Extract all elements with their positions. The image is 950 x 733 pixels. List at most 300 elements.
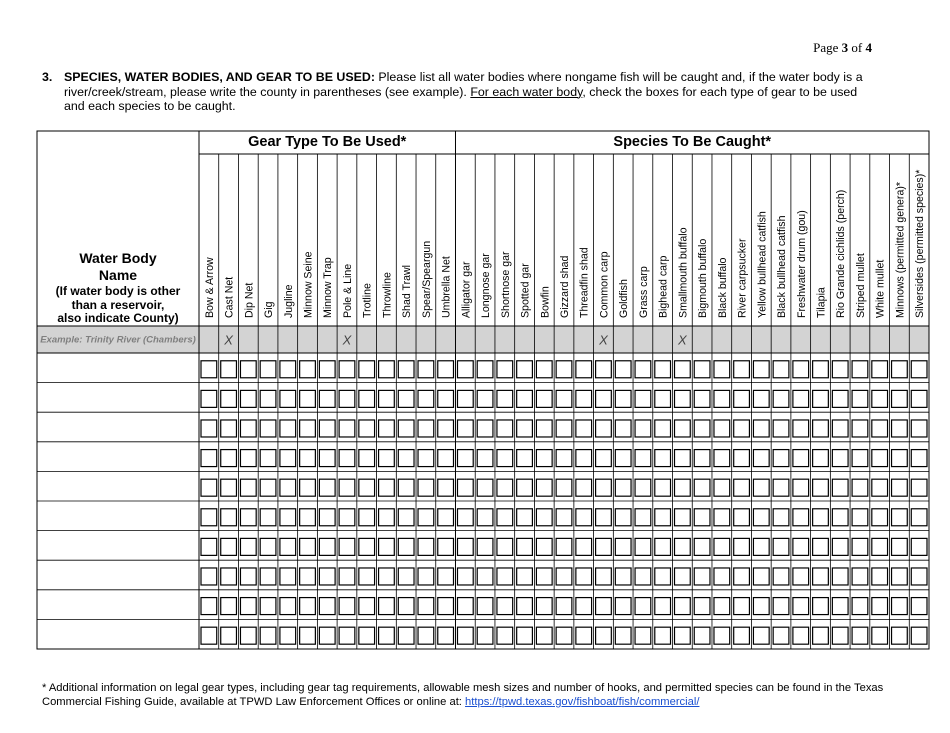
checkbox[interactable]: [655, 509, 671, 526]
checkbox[interactable]: [201, 420, 217, 437]
checkbox[interactable]: [635, 538, 651, 555]
checkbox[interactable]: [675, 450, 691, 467]
checkbox[interactable]: [852, 568, 868, 585]
checkbox[interactable]: [379, 598, 395, 615]
checkbox[interactable]: [240, 450, 256, 467]
checkbox[interactable]: [675, 420, 691, 437]
checkbox[interactable]: [201, 568, 217, 585]
checkbox[interactable]: [438, 568, 454, 585]
checkbox[interactable]: [221, 598, 237, 615]
checkbox[interactable]: [813, 627, 829, 644]
checkbox[interactable]: [398, 361, 414, 378]
checkbox[interactable]: [477, 538, 493, 555]
checkbox[interactable]: [438, 479, 454, 496]
checkbox[interactable]: [694, 568, 710, 585]
checkbox[interactable]: [477, 479, 493, 496]
checkbox[interactable]: [201, 450, 217, 467]
checkbox[interactable]: [517, 598, 533, 615]
checkbox[interactable]: [536, 361, 552, 378]
checkbox[interactable]: [497, 598, 513, 615]
checkbox[interactable]: [517, 509, 533, 526]
checkbox[interactable]: [813, 509, 829, 526]
checkbox[interactable]: [813, 450, 829, 467]
checkbox[interactable]: [359, 627, 375, 644]
checkbox[interactable]: [240, 509, 256, 526]
checkbox[interactable]: [359, 390, 375, 407]
checkbox[interactable]: [793, 627, 809, 644]
checkbox[interactable]: [793, 568, 809, 585]
checkbox[interactable]: [260, 598, 276, 615]
checkbox[interactable]: [438, 509, 454, 526]
checkbox[interactable]: [911, 390, 927, 407]
checkbox[interactable]: [615, 538, 631, 555]
checkbox[interactable]: [615, 568, 631, 585]
checkbox[interactable]: [911, 479, 927, 496]
checkbox[interactable]: [615, 479, 631, 496]
checkbox[interactable]: [497, 420, 513, 437]
checkbox[interactable]: [280, 450, 296, 467]
checkbox[interactable]: [734, 568, 750, 585]
checkbox[interactable]: [280, 598, 296, 615]
checkbox[interactable]: [319, 598, 335, 615]
checkbox[interactable]: [892, 598, 908, 615]
checkbox[interactable]: [892, 361, 908, 378]
checkbox[interactable]: [379, 390, 395, 407]
checkbox[interactable]: [240, 627, 256, 644]
checkbox[interactable]: [655, 538, 671, 555]
checkbox[interactable]: [379, 568, 395, 585]
checkbox[interactable]: [832, 361, 848, 378]
checkbox[interactable]: [536, 598, 552, 615]
checkbox[interactable]: [319, 509, 335, 526]
checkbox[interactable]: [300, 361, 316, 378]
checkbox[interactable]: [280, 538, 296, 555]
checkbox[interactable]: [221, 479, 237, 496]
checkbox[interactable]: [477, 450, 493, 467]
checkbox[interactable]: [635, 479, 651, 496]
checkbox[interactable]: [753, 509, 769, 526]
checkbox[interactable]: [398, 390, 414, 407]
checkbox[interactable]: [675, 509, 691, 526]
checkbox[interactable]: [832, 420, 848, 437]
checkbox[interactable]: [892, 479, 908, 496]
checkbox[interactable]: [635, 450, 651, 467]
checkbox[interactable]: [576, 627, 592, 644]
checkbox[interactable]: [852, 361, 868, 378]
checkbox[interactable]: [773, 538, 789, 555]
checkbox[interactable]: [911, 598, 927, 615]
checkbox[interactable]: [240, 598, 256, 615]
checkbox[interactable]: [221, 509, 237, 526]
checkbox[interactable]: [536, 390, 552, 407]
checkbox[interactable]: [457, 479, 473, 496]
checkbox[interactable]: [576, 568, 592, 585]
checkbox[interactable]: [832, 598, 848, 615]
checkbox[interactable]: [773, 598, 789, 615]
checkbox[interactable]: [398, 450, 414, 467]
checkbox[interactable]: [675, 627, 691, 644]
checkbox[interactable]: [655, 390, 671, 407]
checkbox[interactable]: [694, 627, 710, 644]
checkbox[interactable]: [536, 479, 552, 496]
checkbox[interactable]: [457, 568, 473, 585]
checkbox[interactable]: [556, 568, 572, 585]
checkbox[interactable]: [457, 420, 473, 437]
checkbox[interactable]: [398, 479, 414, 496]
checkbox[interactable]: [753, 627, 769, 644]
checkbox[interactable]: [300, 627, 316, 644]
checkbox[interactable]: [477, 361, 493, 378]
checkbox[interactable]: [635, 361, 651, 378]
checkbox[interactable]: [517, 361, 533, 378]
checkbox[interactable]: [694, 509, 710, 526]
checkbox[interactable]: [655, 568, 671, 585]
checkbox[interactable]: [497, 538, 513, 555]
checkbox[interactable]: [438, 538, 454, 555]
checkbox[interactable]: [359, 538, 375, 555]
checkbox[interactable]: [398, 420, 414, 437]
checkbox[interactable]: [497, 361, 513, 378]
checkbox[interactable]: [359, 598, 375, 615]
checkbox[interactable]: [260, 479, 276, 496]
checkbox[interactable]: [398, 509, 414, 526]
checkbox[interactable]: [892, 420, 908, 437]
checkbox[interactable]: [457, 509, 473, 526]
checkbox[interactable]: [418, 568, 434, 585]
checkbox[interactable]: [753, 390, 769, 407]
checkbox[interactable]: [813, 568, 829, 585]
checkbox[interactable]: [615, 450, 631, 467]
checkbox[interactable]: [457, 450, 473, 467]
checkbox[interactable]: [734, 479, 750, 496]
checkbox[interactable]: [438, 598, 454, 615]
checkbox[interactable]: [793, 420, 809, 437]
checkbox[interactable]: [497, 450, 513, 467]
checkbox[interactable]: [300, 538, 316, 555]
checkbox[interactable]: [477, 420, 493, 437]
checkbox[interactable]: [576, 390, 592, 407]
checkbox[interactable]: [201, 361, 217, 378]
checkbox[interactable]: [793, 361, 809, 378]
checkbox[interactable]: [339, 598, 355, 615]
checkbox[interactable]: [536, 509, 552, 526]
checkbox[interactable]: [793, 390, 809, 407]
checkbox[interactable]: [379, 420, 395, 437]
checkbox[interactable]: [300, 450, 316, 467]
checkbox[interactable]: [911, 450, 927, 467]
checkbox[interactable]: [596, 598, 612, 615]
checkbox[interactable]: [872, 361, 888, 378]
checkbox[interactable]: [260, 568, 276, 585]
checkbox[interactable]: [260, 450, 276, 467]
checkbox[interactable]: [694, 479, 710, 496]
checkbox[interactable]: [339, 509, 355, 526]
checkbox[interactable]: [280, 509, 296, 526]
checkbox[interactable]: [596, 390, 612, 407]
checkbox[interactable]: [319, 479, 335, 496]
checkbox[interactable]: [832, 509, 848, 526]
checkbox[interactable]: [615, 509, 631, 526]
checkbox[interactable]: [300, 479, 316, 496]
checkbox[interactable]: [852, 509, 868, 526]
checkbox[interactable]: [576, 450, 592, 467]
checkbox[interactable]: [556, 361, 572, 378]
checkbox[interactable]: [438, 420, 454, 437]
checkbox[interactable]: [892, 450, 908, 467]
checkbox[interactable]: [339, 450, 355, 467]
checkbox[interactable]: [655, 627, 671, 644]
checkbox[interactable]: [576, 420, 592, 437]
checkbox[interactable]: [477, 598, 493, 615]
checkbox[interactable]: [359, 509, 375, 526]
checkbox[interactable]: [438, 450, 454, 467]
checkbox[interactable]: [852, 450, 868, 467]
checkbox[interactable]: [536, 420, 552, 437]
checkbox[interactable]: [872, 450, 888, 467]
checkbox[interactable]: [753, 450, 769, 467]
checkbox[interactable]: [517, 538, 533, 555]
checkbox[interactable]: [339, 479, 355, 496]
checkbox[interactable]: [734, 627, 750, 644]
checkbox[interactable]: [438, 627, 454, 644]
checkbox[interactable]: [872, 538, 888, 555]
checkbox[interactable]: [655, 420, 671, 437]
checkbox[interactable]: [596, 509, 612, 526]
checkbox[interactable]: [635, 598, 651, 615]
checkbox[interactable]: [615, 598, 631, 615]
checkbox[interactable]: [832, 538, 848, 555]
checkbox[interactable]: [497, 479, 513, 496]
checkbox[interactable]: [300, 598, 316, 615]
checkbox[interactable]: [872, 568, 888, 585]
checkbox[interactable]: [596, 479, 612, 496]
checkbox[interactable]: [556, 538, 572, 555]
checkbox[interactable]: [675, 598, 691, 615]
checkbox[interactable]: [596, 420, 612, 437]
checkbox[interactable]: [339, 538, 355, 555]
checkbox[interactable]: [300, 568, 316, 585]
checkbox[interactable]: [872, 598, 888, 615]
checkbox[interactable]: [497, 568, 513, 585]
checkbox[interactable]: [714, 568, 730, 585]
checkbox[interactable]: [714, 361, 730, 378]
checkbox[interactable]: [319, 538, 335, 555]
checkbox[interactable]: [438, 390, 454, 407]
checkbox[interactable]: [911, 509, 927, 526]
checkbox[interactable]: [536, 568, 552, 585]
checkbox[interactable]: [832, 390, 848, 407]
checkbox[interactable]: [280, 627, 296, 644]
checkbox[interactable]: [773, 420, 789, 437]
checkbox[interactable]: [635, 509, 651, 526]
checkbox[interactable]: [300, 390, 316, 407]
checkbox[interactable]: [359, 420, 375, 437]
checkbox[interactable]: [911, 420, 927, 437]
checkbox[interactable]: [892, 509, 908, 526]
checkbox[interactable]: [793, 538, 809, 555]
checkbox[interactable]: [714, 538, 730, 555]
checkbox[interactable]: [339, 390, 355, 407]
checkbox[interactable]: [872, 479, 888, 496]
checkbox[interactable]: [852, 479, 868, 496]
checkbox[interactable]: [438, 361, 454, 378]
checkbox[interactable]: [773, 450, 789, 467]
checkbox[interactable]: [319, 450, 335, 467]
checkbox[interactable]: [655, 450, 671, 467]
checkbox[interactable]: [635, 390, 651, 407]
checkbox[interactable]: [734, 390, 750, 407]
checkbox[interactable]: [477, 568, 493, 585]
checkbox[interactable]: [675, 538, 691, 555]
checkbox[interactable]: [655, 479, 671, 496]
checkbox[interactable]: [694, 390, 710, 407]
checkbox[interactable]: [832, 568, 848, 585]
checkbox[interactable]: [813, 598, 829, 615]
checkbox[interactable]: [319, 627, 335, 644]
checkbox[interactable]: [319, 361, 335, 378]
checkbox[interactable]: [457, 390, 473, 407]
checkbox[interactable]: [892, 538, 908, 555]
checkbox[interactable]: [773, 361, 789, 378]
checkbox[interactable]: [753, 598, 769, 615]
checkbox[interactable]: [694, 538, 710, 555]
checkbox[interactable]: [911, 538, 927, 555]
checkbox[interactable]: [517, 627, 533, 644]
checkbox[interactable]: [615, 390, 631, 407]
checkbox[interactable]: [339, 568, 355, 585]
checkbox[interactable]: [221, 627, 237, 644]
checkbox[interactable]: [852, 390, 868, 407]
checkbox[interactable]: [418, 598, 434, 615]
checkbox[interactable]: [418, 420, 434, 437]
checkbox[interactable]: [714, 627, 730, 644]
checkbox[interactable]: [240, 420, 256, 437]
checkbox[interactable]: [813, 390, 829, 407]
checkbox[interactable]: [398, 568, 414, 585]
checkbox[interactable]: [596, 538, 612, 555]
checkbox[interactable]: [734, 598, 750, 615]
checkbox[interactable]: [398, 598, 414, 615]
checkbox[interactable]: [832, 627, 848, 644]
checkbox[interactable]: [418, 361, 434, 378]
checkbox[interactable]: [260, 420, 276, 437]
checkbox[interactable]: [773, 390, 789, 407]
checkbox[interactable]: [852, 598, 868, 615]
checkbox[interactable]: [457, 538, 473, 555]
checkbox[interactable]: [379, 627, 395, 644]
checkbox[interactable]: [576, 538, 592, 555]
commercial-guide-link[interactable]: https://tpwd.texas.gov/fishboat/fish/commercial/: [465, 695, 700, 708]
checkbox[interactable]: [655, 598, 671, 615]
checkbox[interactable]: [773, 509, 789, 526]
checkbox[interactable]: [734, 420, 750, 437]
checkbox[interactable]: [753, 538, 769, 555]
checkbox[interactable]: [556, 627, 572, 644]
checkbox[interactable]: [398, 538, 414, 555]
checkbox[interactable]: [793, 509, 809, 526]
checkbox[interactable]: [457, 598, 473, 615]
checkbox[interactable]: [793, 598, 809, 615]
checkbox[interactable]: [418, 479, 434, 496]
checkbox[interactable]: [379, 361, 395, 378]
checkbox[interactable]: [655, 361, 671, 378]
checkbox[interactable]: [675, 568, 691, 585]
checkbox[interactable]: [260, 509, 276, 526]
checkbox[interactable]: [675, 361, 691, 378]
checkbox[interactable]: [852, 538, 868, 555]
checkbox[interactable]: [359, 450, 375, 467]
checkbox[interactable]: [497, 509, 513, 526]
checkbox[interactable]: [536, 450, 552, 467]
checkbox[interactable]: [536, 627, 552, 644]
checkbox[interactable]: [379, 479, 395, 496]
checkbox[interactable]: [714, 479, 730, 496]
checkbox[interactable]: [260, 390, 276, 407]
checkbox[interactable]: [694, 450, 710, 467]
checkbox[interactable]: [556, 390, 572, 407]
checkbox[interactable]: [734, 361, 750, 378]
checkbox[interactable]: [319, 420, 335, 437]
checkbox[interactable]: [221, 361, 237, 378]
checkbox[interactable]: [418, 390, 434, 407]
checkbox[interactable]: [615, 420, 631, 437]
checkbox[interactable]: [517, 390, 533, 407]
checkbox[interactable]: [260, 361, 276, 378]
checkbox[interactable]: [596, 627, 612, 644]
checkbox[interactable]: [556, 479, 572, 496]
checkbox[interactable]: [694, 361, 710, 378]
checkbox[interactable]: [596, 450, 612, 467]
checkbox[interactable]: [221, 390, 237, 407]
checkbox[interactable]: [418, 450, 434, 467]
checkbox[interactable]: [517, 568, 533, 585]
checkbox[interactable]: [240, 479, 256, 496]
checkbox[interactable]: [892, 390, 908, 407]
checkbox[interactable]: [339, 627, 355, 644]
checkbox[interactable]: [201, 479, 217, 496]
checkbox[interactable]: [872, 390, 888, 407]
checkbox[interactable]: [240, 361, 256, 378]
checkbox[interactable]: [615, 627, 631, 644]
checkbox[interactable]: [201, 598, 217, 615]
checkbox[interactable]: [201, 390, 217, 407]
checkbox[interactable]: [477, 627, 493, 644]
checkbox[interactable]: [753, 568, 769, 585]
checkbox[interactable]: [832, 479, 848, 496]
checkbox[interactable]: [359, 479, 375, 496]
checkbox[interactable]: [576, 479, 592, 496]
checkbox[interactable]: [753, 420, 769, 437]
checkbox[interactable]: [872, 509, 888, 526]
checkbox[interactable]: [734, 450, 750, 467]
checkbox[interactable]: [339, 361, 355, 378]
checkbox[interactable]: [911, 361, 927, 378]
checkbox[interactable]: [457, 627, 473, 644]
checkbox[interactable]: [280, 479, 296, 496]
checkbox[interactable]: [675, 479, 691, 496]
checkbox[interactable]: [240, 568, 256, 585]
checkbox[interactable]: [359, 361, 375, 378]
checkbox[interactable]: [635, 420, 651, 437]
checkbox[interactable]: [221, 450, 237, 467]
checkbox[interactable]: [221, 420, 237, 437]
checkbox[interactable]: [635, 568, 651, 585]
checkbox[interactable]: [694, 420, 710, 437]
checkbox[interactable]: [793, 450, 809, 467]
checkbox[interactable]: [714, 509, 730, 526]
checkbox[interactable]: [556, 420, 572, 437]
checkbox[interactable]: [497, 390, 513, 407]
